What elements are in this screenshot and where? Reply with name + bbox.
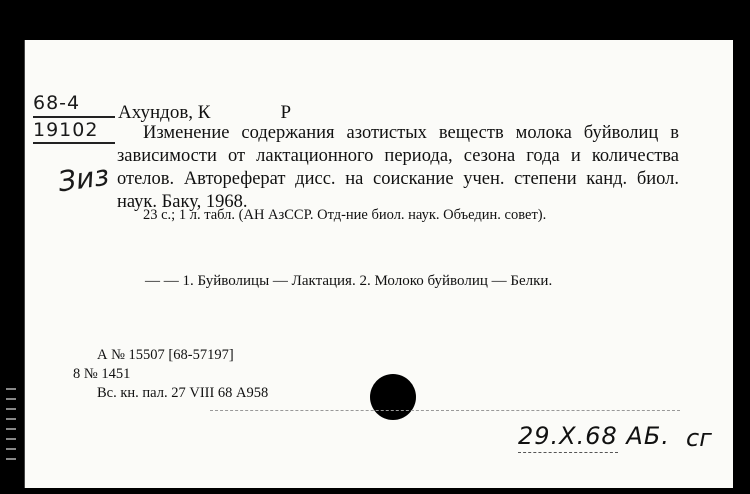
title-description: Изменение содержания азотистых веществ молока буйволиц в зависимости от лактационного периода, сезона года и количества отелов. Автореферат дисс. на соискание учен. степени канд. биол. наук. Баку, 1968. [117,123,679,212]
dotted-divider [210,410,680,412]
author-surname: Ахундов, К [118,102,211,123]
call-number-line2: 19102 [33,119,99,141]
accession-info [73,346,269,403]
call-number-underline [33,116,115,118]
margin-handwritten-mark: Зиз [55,158,112,199]
call-number-underline-2 [33,142,115,144]
punch-hole [370,374,416,420]
author-initial: Р [280,102,292,123]
edge-marks [0,380,24,490]
author-heading [118,102,291,124]
handwritten-initials: сг [686,424,712,452]
accession-line-2: 8 № 1451 [73,366,131,382]
subject-headings: — — 1. Буйволицы — Лактация. 2. Молоко буйволиц — Белки. [145,273,553,289]
collation: 23 с.; 1 л. табл. (АН АзССР. Отд-ние биол. наук. Объедин. совет). [143,207,547,223]
handwritten-date: 29.X.68 АБ. [518,422,670,450]
accession-line-1: А № 15507 [68-57197] [97,347,234,363]
date-underline [518,452,618,454]
accession-line-3: Вс. кн. пал. 27 VIII 68 А958 [97,385,269,401]
call-number-line1: 68-4 [33,92,81,114]
